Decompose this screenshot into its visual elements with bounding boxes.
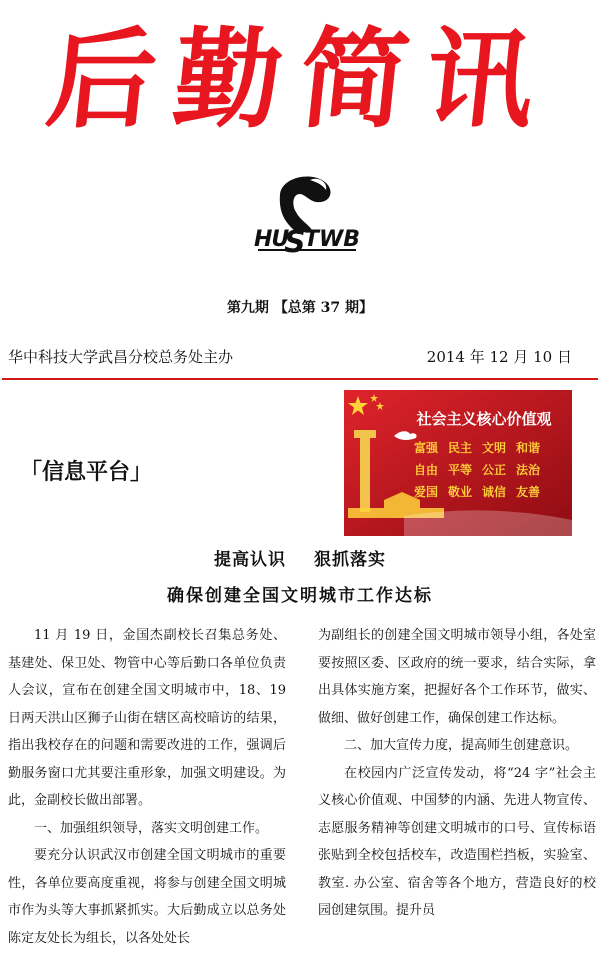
article-subheadline: 确保创建全国文明城市工作达标 [167, 586, 433, 606]
issue-total: 【总第 37 期】 [273, 300, 374, 316]
svg-text:HU: HU [254, 227, 289, 252]
sponsor-line: 华中科技大学武昌分校总务处主办 [8, 348, 234, 366]
banner-value: 友善 [516, 485, 541, 499]
banner-value: 自由 [414, 463, 439, 477]
headline-part2: 狠抓落实 [314, 550, 386, 570]
article-headline [0, 545, 600, 570]
article-paragraph: 要充分认识武汉市创建全国文明城市的重要性，各单位要高度重视，将参与创建全国文明城市作为头等大事抓紧抓实。大后勤成立以总务处陈定友处长为组长，以各处处长 [8, 848, 286, 946]
banner-value: 民主 [448, 441, 473, 455]
issue-date: 2014 年 12 月 10 日 [426, 348, 572, 366]
banner-title: 社会主义核心价值观 [416, 410, 552, 428]
banner-value: 公正 [482, 463, 507, 477]
issue-label: 第九期 [226, 300, 269, 316]
banner-value: 敬业 [448, 485, 473, 499]
banner-value: 平等 [448, 463, 473, 477]
hust-logo-icon [252, 172, 362, 262]
article-paragraph: 11 月 19 日，金国杰副校长召集总务处、基建处、保卫处、物管中心等后勤口各单位负责人会议，宣布在创建全国文明城市中，18、19 日两天洪山区狮子山街在辖区高校暗访的结果，指出我校存在的问题和需要改进的工作，强调后勤服务窗口尤其要注重形象，加强文明建设。为此，金副校长做出部署。 [8, 628, 286, 808]
huabiao-column-icon [360, 436, 370, 512]
banner-value: 诚信 [482, 485, 507, 499]
article-column-left [8, 622, 286, 956]
banner-value: 爱国 [414, 485, 439, 499]
core-values-banner [344, 390, 572, 536]
svg-text:TWB: TWB [304, 227, 361, 252]
headline-part1: 提高认识 [214, 550, 286, 570]
svg-text:S: S [284, 225, 306, 260]
banner-value: 文明 [482, 441, 507, 455]
article-section-heading: 一、加强组织领导，落实文明创建工作。 [34, 820, 269, 836]
banner-value: 和谐 [516, 441, 541, 455]
article-section-heading: 二、加大宣传力度，提高师生创建意识。 [344, 738, 579, 753]
banner-value: 富强 [414, 441, 439, 455]
article-column-right [318, 622, 596, 956]
article-paragraph: 为副组长的创建全国文明城市领导小组，各处室要按照区委、区政府的统一要求，结合实际，拿出具体实施方案，把握好各个工作环节，做实、做细、做好创建工作，确保创建工作达标。 [318, 628, 596, 726]
article-paragraph: 在校园内广泛宣传发动，将“24 字”社会主义核心价值观、中国梦的内涵、先进人物宣传、志愿服务精神等创建文明城市的口号、宣传标语张贴到全校包括校车，改造围栏挡板，实验室、教室. 办公室、宿舍等各个地方，营造良好的校园创建氛围。提升员 [318, 765, 596, 918]
issue-number [0, 297, 600, 317]
banner-value: 法治 [516, 463, 541, 477]
section-label: 「信息平台」 [20, 459, 153, 485]
header-divider [2, 378, 598, 380]
masthead-title: 后勤简讯 [41, 17, 559, 143]
